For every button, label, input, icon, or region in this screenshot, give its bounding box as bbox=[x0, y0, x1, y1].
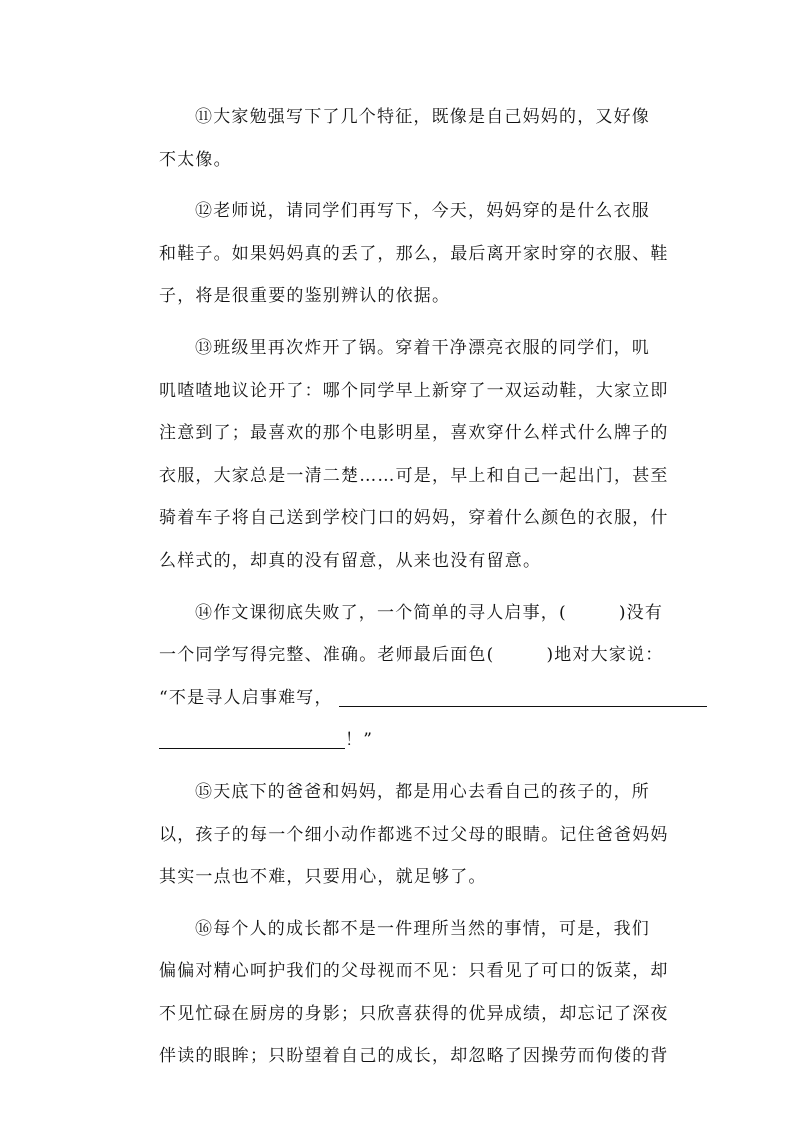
paragraph-12 bbox=[159, 190, 699, 318]
text-line bbox=[159, 677, 699, 720]
text-segment: ⑭作文课彻底失败了，一个简单的寻人启事，( bbox=[195, 602, 567, 623]
text-segment: “不是寻人启事难写， bbox=[159, 687, 333, 708]
text-line: 不见忙碌在厨房的身影；只欣喜获得的优异成绩，却忘记了深夜 bbox=[159, 1003, 669, 1024]
text-segment: )没有 bbox=[618, 602, 664, 623]
text-line: ⑮天底下的爸爸和妈妈，都是用心去看自己的孩子的，所 bbox=[195, 781, 650, 802]
text-line: 么样式的，却真的没有留意，从来也没有留意。 bbox=[159, 550, 542, 571]
text-line: 和鞋子。如果妈妈真的丢了，那么，最后离开家时穿的衣服、鞋 bbox=[159, 243, 669, 264]
text-line bbox=[159, 719, 699, 762]
text-line: 叽喳喳地议论开了：哪个同学早上新穿了一双运动鞋，大家立即 bbox=[159, 380, 669, 401]
text-line: 注意到了；最喜欢的那个电影明星，喜欢穿什么样式什么牌子的 bbox=[159, 423, 669, 444]
text-line: 其实一点也不难，只要用心，就足够了。 bbox=[159, 867, 487, 888]
text-line: ⑯每个人的成长都不是一件理所当然的事情，可是，我们 bbox=[195, 918, 650, 939]
fill-in-underline-blank[interactable] bbox=[159, 728, 345, 749]
text-segment: ！” bbox=[345, 730, 374, 751]
paragraph-11 bbox=[159, 96, 699, 181]
paragraph-16 bbox=[159, 908, 699, 1078]
text-line: 骑着车子将自己送到学校门口的妈妈，穿着什么颜色的衣服，什 bbox=[159, 508, 669, 529]
text-line: 子，将是很重要的鉴别辨认的依据。 bbox=[159, 286, 451, 307]
text-line: 不太像。 bbox=[159, 149, 232, 170]
text-line: 以，孩子的每一个细小动作都逃不过父母的眼睛。记住爸爸妈妈 bbox=[159, 824, 669, 845]
paragraph-14 bbox=[159, 592, 699, 762]
text-line: 偏偏对精心呵护我们的父母视而不见：只看见了可口的饭菜，却 bbox=[159, 961, 669, 982]
text-line: ⑪大家勉强写下了几个特征，既像是自己妈妈的，又好像 bbox=[195, 107, 650, 127]
text-line bbox=[159, 592, 699, 635]
document-page bbox=[159, 96, 699, 1087]
text-line bbox=[159, 634, 699, 677]
text-segment: 一个同学写得完整、准确。老师最后面色( bbox=[159, 645, 495, 666]
fill-in-underline-blank[interactable] bbox=[339, 686, 707, 707]
text-line: ⑫老师说，请同学们再写下，今天，妈妈穿的是什么衣服 bbox=[195, 201, 650, 222]
text-line: 衣服，大家总是一清二楚……可是，早上和自己一起出门，甚至 bbox=[159, 465, 669, 486]
paragraph-13 bbox=[159, 327, 699, 583]
text-segment: )地对大家说： bbox=[546, 645, 664, 666]
paragraph-15 bbox=[159, 771, 699, 899]
text-line: ⑬班级里再次炸开了锅。穿着干净漂亮衣服的同学们，叽 bbox=[195, 337, 650, 358]
text-line: 伴读的眼眸；只盼望着自己的成长，却忽略了因操劳而佝偻的背 bbox=[159, 1046, 669, 1067]
